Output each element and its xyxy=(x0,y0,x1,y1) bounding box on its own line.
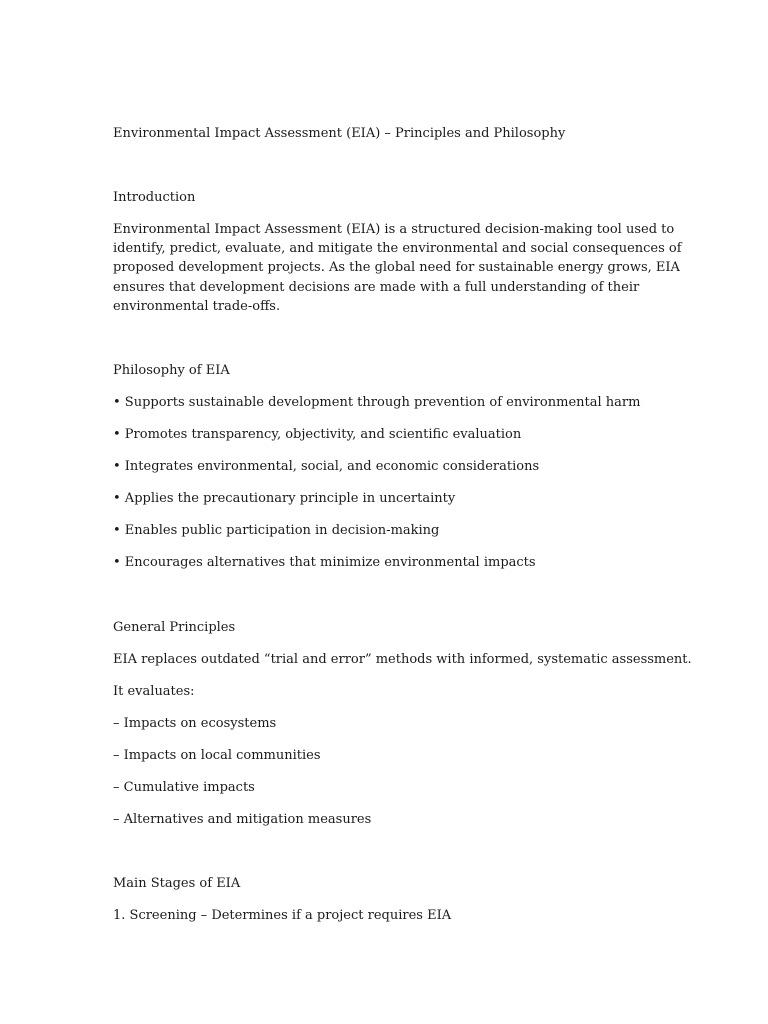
philosophy-heading: Philosophy of EIA xyxy=(113,363,230,378)
philosophy-bullet: • Integrates environmental, social, and economic considerations xyxy=(113,459,540,474)
philosophy-bullet: • Enables public participation in decision-making xyxy=(113,523,440,538)
introduction-paragraph-line: environmental trade-offs. xyxy=(113,299,281,314)
general-principles-statement: EIA replaces outdated “trial and error” methods with informed, systematic assessment. xyxy=(113,652,692,667)
main-stage-item: 1. Screening – Determines if a project requires EIA xyxy=(113,908,452,923)
introduction-paragraph-line: ensures that development decisions are made with a full understanding of their xyxy=(113,280,640,295)
main-stages-heading: Main Stages of EIA xyxy=(113,876,241,891)
philosophy-bullet: • Encourages alternatives that minimize environmental impacts xyxy=(113,555,536,570)
introduction-paragraph-line: proposed development projects. As the global need for sustainable energy grows, EIA xyxy=(113,260,680,275)
evaluation-item: – Alternatives and mitigation measures xyxy=(113,812,372,827)
introduction-heading: Introduction xyxy=(113,190,196,205)
evaluation-item: – Impacts on ecosystems xyxy=(113,716,277,731)
philosophy-bullet: • Supports sustainable development through prevention of environmental harm xyxy=(113,395,641,410)
philosophy-bullet: • Promotes transparency, objectivity, and scientific evaluation xyxy=(113,427,522,442)
evaluation-item: – Cumulative impacts xyxy=(113,780,255,795)
philosophy-bullet: • Applies the precautionary principle in uncertainty xyxy=(113,491,456,506)
general-principles-heading: General Principles xyxy=(113,620,236,635)
introduction-paragraph-line: identify, predict, evaluate, and mitigate the environmental and social consequences of xyxy=(113,241,682,256)
evaluates-label: It evaluates: xyxy=(113,684,195,699)
introduction-paragraph-line: Environmental Impact Assessment (EIA) is a structured decision-making tool used to xyxy=(113,222,675,237)
evaluation-item: – Impacts on local communities xyxy=(113,748,321,763)
document-title: Environmental Impact Assessment (EIA) – Principles and Philosophy xyxy=(113,126,566,141)
